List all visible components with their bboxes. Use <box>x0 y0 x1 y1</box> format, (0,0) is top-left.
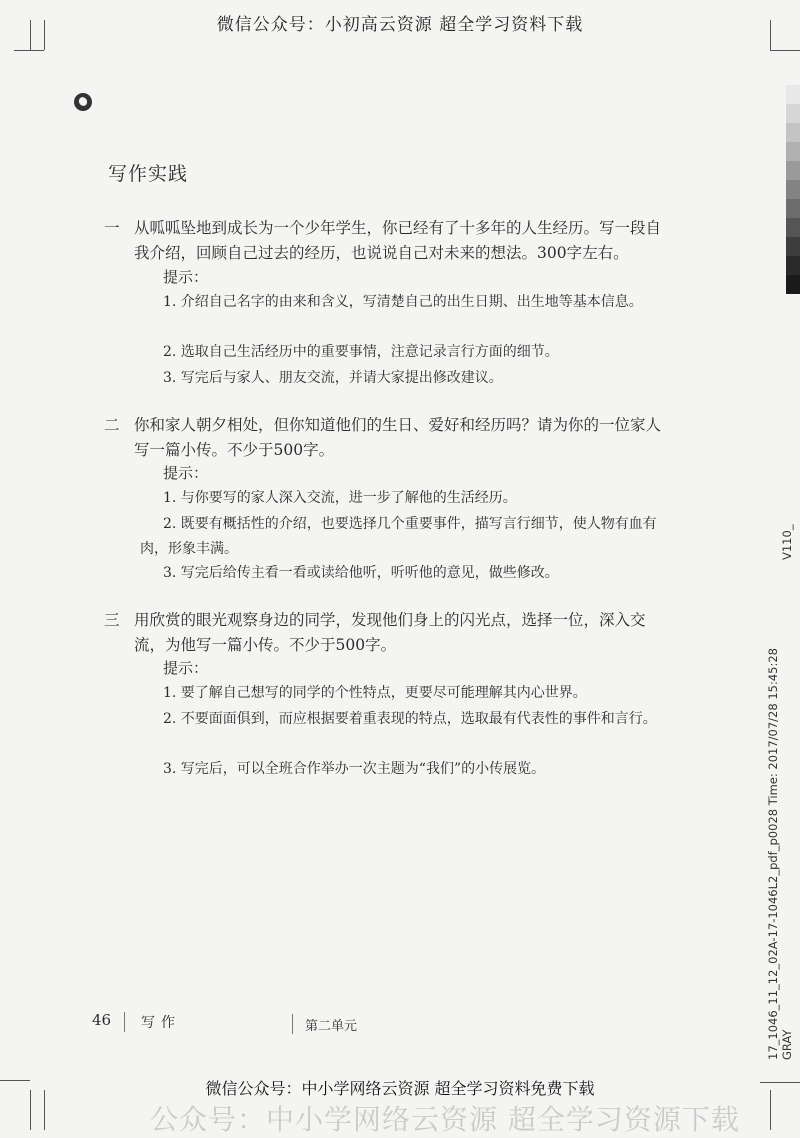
question-number: 二 <box>104 416 120 434</box>
footer-section: 写作 <box>141 1015 181 1031</box>
grayscale-calibration-strip <box>786 85 800 294</box>
footer-divider <box>292 1014 293 1034</box>
hint-item: 2. 既要有概括性的介绍，也要选择几个重要事件，描写言行细节，使人物有血有肉，形象丰满。 <box>140 516 657 557</box>
crop-mark <box>14 50 44 51</box>
hint-item: 1. 与你要写的家人深入交流，进一步了解他的生活经历。 <box>163 490 517 506</box>
hint-item: 3. 写完后，可以全班合作举办一次主题为“我们”的小传展览。 <box>163 761 546 777</box>
header-banner: 微信公众号：小初高云资源 超全学习资料下载 <box>216 15 584 35</box>
hint-item: 3. 写完后给传主看一看或读给他听，听听他的意见，做些修改。 <box>163 565 559 581</box>
publisher-logo-icon <box>74 93 92 111</box>
hint-title: 提示： <box>163 464 209 482</box>
question-text: 从呱呱坠地到成长为一个少年学生，你已经有了十多年的人生经历。写一段自我介绍，回顾自己过去的经历，也说说自己对未来的想法。300字左右。 <box>134 219 662 262</box>
question-2 <box>104 413 674 463</box>
watermark: 公众号：中小学网络云资源 超全学习资源下载 <box>150 1103 740 1136</box>
section-title: 写作实践 <box>108 163 189 185</box>
crop-mark <box>770 50 800 51</box>
hint-item: 3. 写完后与家人、朋友交流，并请大家提出修改建议。 <box>163 370 503 386</box>
hint-item: 1. 介绍自己名字的由来和含义，写清楚自己的出生日期、出生地等基本信息。 <box>163 294 643 310</box>
print-info: 17_1046_11_12_02A-17-1046L2_pdf_p0028 Time: 2017/07/28 15:45:28 <box>766 648 780 1060</box>
hint-title: 提示： <box>163 268 209 286</box>
question-text: 你和家人朝夕相处，但你知道他们的生日、爱好和经历吗？请为你的一位家人写一篇小传。不少于500字。 <box>134 416 662 459</box>
footer-unit: 第二单元 <box>305 1019 358 1034</box>
gray-label: GRAY <box>780 1029 794 1060</box>
bottom-banner: 微信公众号：中小学网络云资源 超全学习资料免费下载 <box>205 1079 595 1098</box>
hint-title: 提示： <box>163 659 209 677</box>
question-number: 三 <box>104 611 120 629</box>
hint-item: 1. 要了解自己想写的同学的个性特点，更要尽可能理解其内心世界。 <box>163 685 587 701</box>
hint-item: 2. 不要面面俱到，而应根据要着重表现的特点，选取最有代表性的事件和言行。 <box>163 711 657 727</box>
footer-divider <box>124 1012 125 1032</box>
question-3 <box>104 608 674 658</box>
question-1 <box>104 216 674 266</box>
version-mark: V110_ <box>780 524 794 560</box>
page-number: 46 <box>92 1011 112 1029</box>
question-number: 一 <box>104 219 120 237</box>
hint-item: 2. 选取自己生活经历中的重要事情，注意记录言行方面的细节。 <box>163 344 559 360</box>
question-text: 用欣赏的眼光观察身边的同学，发现他们身上的闪光点，选择一位，深入交流，为他写一篇小传。不少于500字。 <box>134 611 646 654</box>
